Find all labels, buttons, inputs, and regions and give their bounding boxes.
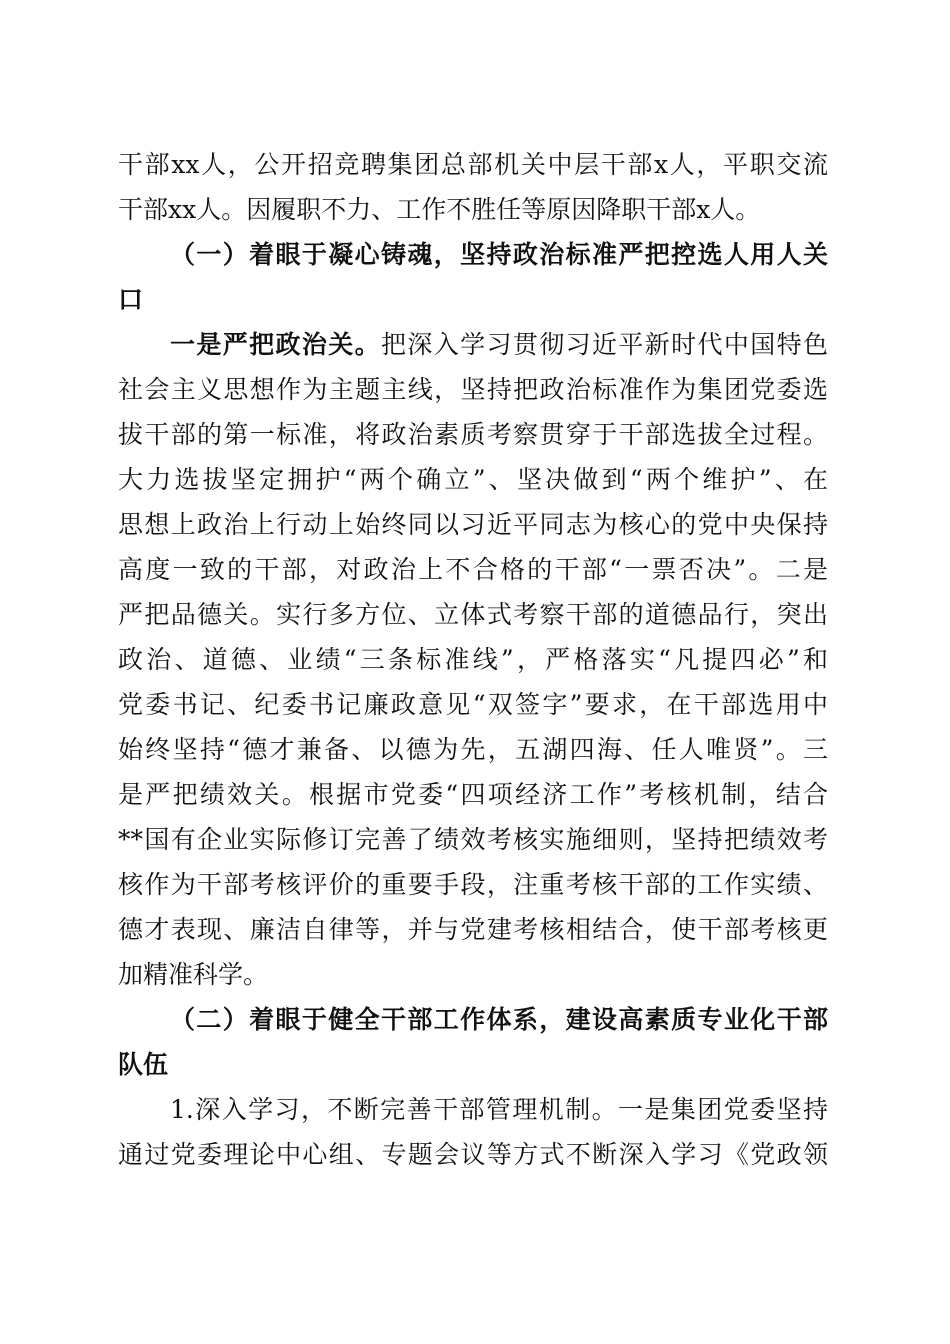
text-line: 干部xx人。因履职不力、工作不胜任等原因降职干部x人。 bbox=[118, 195, 761, 224]
text-line bbox=[118, 322, 828, 367]
section-heading-2 bbox=[118, 997, 828, 1087]
text-line: 政治、道德、业绩“三条标准线”，严格落实“凡提四必”和 bbox=[118, 645, 828, 674]
heading-line: （二）着眼于健全干部工作体系，建设高素质专业化干部 bbox=[170, 1005, 828, 1034]
text-line: 是严把绩效关。根据市党委“四项经济工作”考核机制，结合 bbox=[118, 780, 828, 809]
heading-line: （一）着眼于凝心铸魂，坚持政治标准严把控选人用人关 bbox=[170, 240, 828, 269]
heading-line: 队伍 bbox=[118, 1050, 169, 1079]
paragraph-1 bbox=[118, 322, 828, 997]
text-line: 德才表现、廉洁自律等，并与党建考核相结合，使干部考核更 bbox=[118, 915, 828, 944]
paragraph-lead: 一是严把政治关。 bbox=[170, 330, 381, 359]
text-line: 拔干部的第一标准，将政治素质考察贯穿于干部选拔全过程。 bbox=[118, 420, 828, 449]
text-line: 大力选拔坚定拥护“两个确立”、坚决做到“两个维护”、在 bbox=[118, 465, 828, 494]
text-line: 思想上政治上行动上始终同以习近平同志为核心的党中央保持 bbox=[118, 510, 828, 539]
text-line: 通过党委理论中心组、专题会议等方式不断深入学习《党政领 bbox=[118, 1140, 828, 1169]
paragraph-2 bbox=[118, 1087, 828, 1177]
text-line: 加精准科学。 bbox=[118, 960, 269, 989]
text-line: 干部xx人，公开招竞聘集团总部机关中层干部x人，平职交流 bbox=[118, 150, 828, 179]
paragraph-lead-rest: 把深入学习贯彻习近平新时代中国特色 bbox=[381, 330, 828, 359]
text-line: 党委书记、纪委书记廉政意见“双签字”要求，在干部选用中 bbox=[118, 690, 828, 719]
text-line: 始终坚持“德才兼备、以德为先，五湖四海、任人唯贤”。三 bbox=[118, 735, 828, 764]
text-line: 严把品德关。实行多方位、立体式考察干部的道德品行，突出 bbox=[118, 600, 828, 629]
heading-line: 口 bbox=[118, 285, 144, 314]
paragraph-intro bbox=[118, 142, 828, 232]
section-heading-1 bbox=[118, 232, 828, 322]
text-line: **国有企业实际修订完善了绩效考核实施细则，坚持把绩效考 bbox=[118, 825, 828, 854]
text-line: 核作为干部考核评价的重要手段，注重考核干部的工作实绩、 bbox=[118, 870, 828, 899]
document-body bbox=[118, 142, 828, 1177]
text-line: 高度一致的干部，对政治上不合格的干部“一票否决”。二是 bbox=[118, 555, 828, 584]
text-line: 社会主义思想作为主题主线，坚持把政治标准作为集团党委选 bbox=[118, 375, 828, 404]
text-line: 1.深入学习，不断完善干部管理机制。一是集团党委坚持 bbox=[170, 1095, 828, 1124]
